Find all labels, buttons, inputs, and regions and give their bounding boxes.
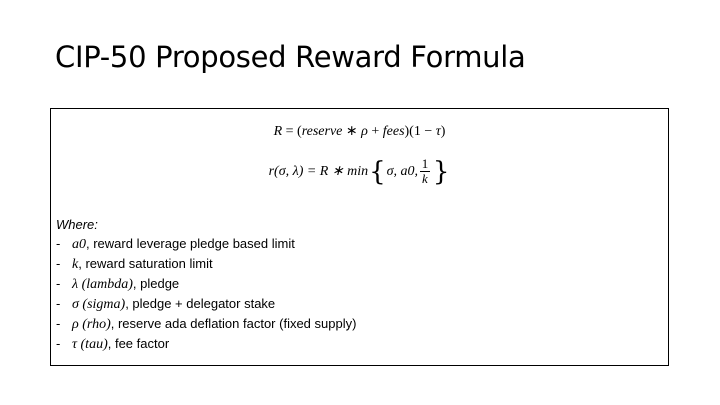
definition-symbol: λ (lambda) — [72, 277, 133, 292]
list-dash: - — [56, 316, 61, 331]
formula-plus: + — [367, 124, 383, 139]
formula-one: 1 — [413, 124, 421, 139]
formula2-lhs: r(σ, λ) = R ∗ min — [268, 164, 369, 179]
definition-item — [56, 257, 356, 277]
reward-pot-formula — [51, 123, 668, 140]
formula-lhs: R — [273, 124, 283, 139]
formula-reserve: reserve — [301, 124, 343, 139]
definition-symbol: k — [72, 257, 79, 272]
where-label: Where: — [56, 217, 98, 232]
pool-reward-formula — [51, 157, 668, 186]
formula2-args: σ, a0, — [386, 163, 419, 179]
formula-tau: τ — [435, 124, 441, 139]
formula-paren: )( — [404, 124, 414, 139]
definition-text: , reward leverage pledge based limit — [86, 236, 295, 251]
formula-multiply: ∗ — [342, 124, 362, 139]
definition-symbol: σ (sigma) — [72, 297, 126, 312]
fraction-numerator: 1 — [421, 156, 429, 171]
formula-box — [50, 108, 669, 366]
definition-text: , pledge + delegator stake — [125, 296, 276, 311]
definition-item — [56, 237, 356, 257]
definition-item — [56, 297, 356, 317]
formula2-close-brace: } — [432, 156, 450, 187]
definition-symbol: ρ (rho) — [72, 317, 111, 332]
formula-equals: = ( — [282, 124, 302, 139]
definition-item — [56, 277, 356, 297]
formula-fees: fees — [382, 124, 405, 139]
definition-item — [56, 317, 356, 337]
formula-end: ) — [440, 124, 446, 139]
definition-text: , fee factor — [107, 336, 170, 351]
list-dash: - — [56, 276, 61, 291]
list-dash: - — [56, 236, 61, 251]
list-dash: - — [56, 256, 61, 271]
definition-text: , pledge — [132, 276, 180, 291]
formula2-fraction — [420, 157, 430, 186]
definition-text: , reserve ada deflation factor (fixed supply) — [110, 316, 357, 331]
list-dash: - — [56, 296, 61, 311]
slide-title: CIP-50 Proposed Reward Formula — [55, 40, 526, 74]
definitions-list — [56, 237, 356, 357]
formula-minus: − — [420, 124, 436, 139]
fraction-denominator: k — [422, 171, 428, 186]
formula-rho: ρ — [361, 124, 368, 139]
list-dash: - — [56, 336, 61, 351]
formula2-open-brace: { — [369, 156, 386, 187]
definition-item — [56, 337, 356, 357]
definition-symbol: τ (tau) — [72, 337, 108, 352]
definition-symbol: a0 — [72, 237, 86, 252]
definition-text: , reward saturation limit — [78, 256, 213, 271]
